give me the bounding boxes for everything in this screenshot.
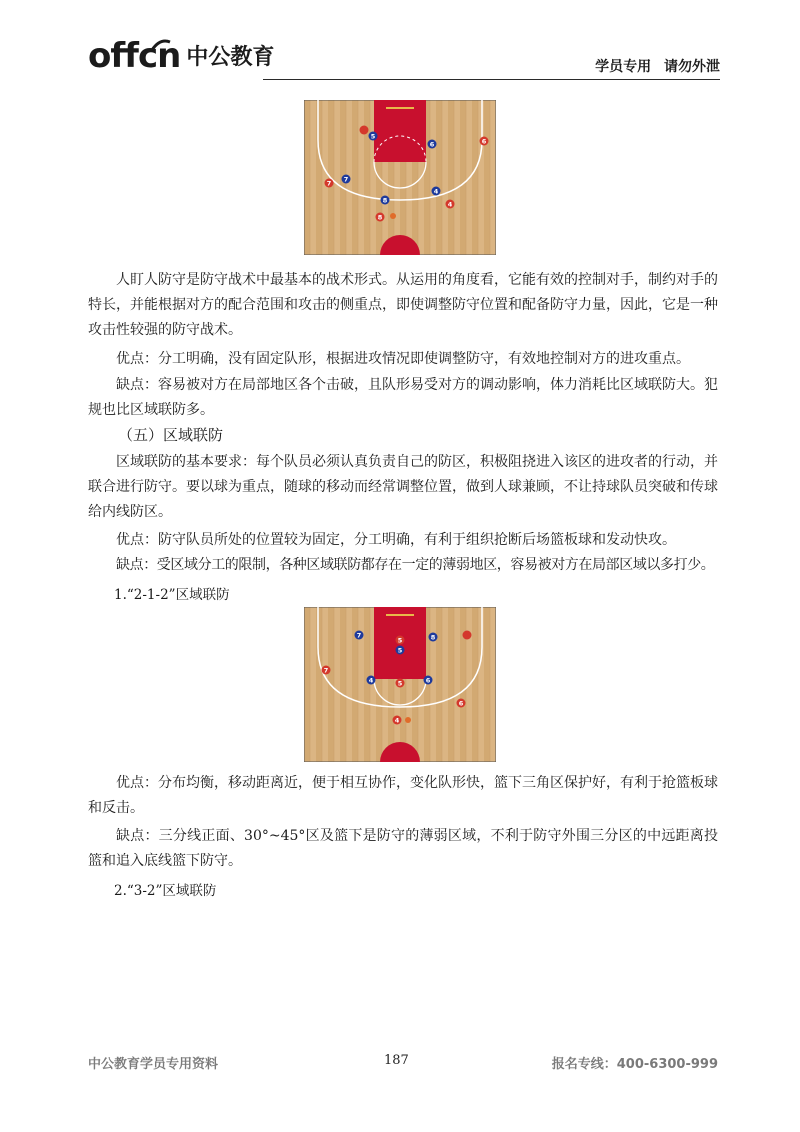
item-3-2-zone: 2.“3-2”区域联防 xyxy=(114,883,217,899)
footer-source: 中公教育学员专用资料 xyxy=(88,1057,219,1072)
svg-text:4: 4 xyxy=(447,200,453,209)
footer-hotline: 报名专线：400-6300-999 xyxy=(551,1057,718,1072)
header-divider xyxy=(263,79,720,80)
svg-text:5: 5 xyxy=(397,679,403,688)
svg-text:4: 4 xyxy=(368,676,374,685)
svg-text:8: 8 xyxy=(430,633,436,642)
zone-2-1-2-disadvantages: 缺点：三分线正面、30°~45°区及篮下是防守的薄弱区域，不利于防守外围三分区的中远距离投篮和追入底线篮下防守。 xyxy=(88,828,718,869)
man-to-man-disadvantages: 缺点：容易被对方在局部地区各个击破，且队形易受对方的调动影响，体力消耗比区域联防大。犯规也比区域联防多。 xyxy=(88,377,718,418)
svg-text:8: 8 xyxy=(382,196,388,205)
svg-text:4: 4 xyxy=(394,716,400,725)
svg-text:4: 4 xyxy=(433,187,439,196)
svg-text:5: 5 xyxy=(370,132,376,141)
svg-text:6: 6 xyxy=(481,137,487,146)
logo-text-en: offcn xyxy=(88,36,181,76)
logo-swoosh-icon xyxy=(150,38,172,52)
svg-text:6: 6 xyxy=(458,699,464,708)
page-number: 187 xyxy=(384,1053,409,1068)
offcn-logo xyxy=(88,36,274,76)
svg-text:7: 7 xyxy=(326,179,332,188)
svg-text:7: 7 xyxy=(356,631,362,640)
item-2-1-2-zone: 1.“2-1-2”区域联防 xyxy=(114,587,230,603)
svg-text:8: 8 xyxy=(377,213,383,222)
svg-text:6: 6 xyxy=(425,676,431,685)
zone-2-1-2-advantages: 优点：分布均衡，移动距离近，便于相互协作，变化队形快，篮下三角区保护好，有利于抢篮板球和反击。 xyxy=(88,775,718,816)
header-notice: 学员专用 请勿外泄 xyxy=(595,59,720,75)
man-to-man-description: 人盯人防守是防守战术中最基本的战术形式。从运用的角度看，它能有效的控制对手，制约对手的特长，并能根据对方的配合范围和攻击的侧重点，即使调整防守位置和配备防守力量，因此，它是一种攻击性较强的防守战术。 xyxy=(88,272,718,338)
svg-text:5: 5 xyxy=(397,636,403,645)
man-to-man-defense-diagram xyxy=(304,100,496,255)
svg-text:7: 7 xyxy=(323,666,329,675)
man-to-man-advantages: 优点：分工明确，没有固定队形，根据进攻情况即使调整防守，有效地控制对方的进攻重点。 xyxy=(116,351,690,367)
section-heading-zone-defense: （五）区域联防 xyxy=(118,426,224,444)
svg-text:6: 6 xyxy=(429,140,435,149)
page-header xyxy=(88,36,720,86)
logo-text-cn: 中公教育 xyxy=(186,45,275,70)
zone-2-1-2-diagram xyxy=(304,607,496,762)
zone-defense-disadvantages: 缺点：受区域分工的限制，各种区域联防都存在一定的薄弱地区，容易被对方在局部区域以多打少。 xyxy=(116,557,715,573)
svg-text:5: 5 xyxy=(397,646,403,655)
zone-defense-requirements: 区域联防的基本要求：每个队员必须认真负责自己的防区，积极阻挠进入该区的进攻者的行动，并联合进行防守。要以球为重点，随球的移动而经常调整位置，做到人球兼顾，不让持球队员突破和传球给内线防区。 xyxy=(88,454,718,520)
svg-text:7: 7 xyxy=(343,175,349,184)
zone-defense-advantages: 优点：防守队员所处的位置较为固定，分工明确，有利于组织抢断后场篮板球和发动快攻。 xyxy=(116,532,676,548)
